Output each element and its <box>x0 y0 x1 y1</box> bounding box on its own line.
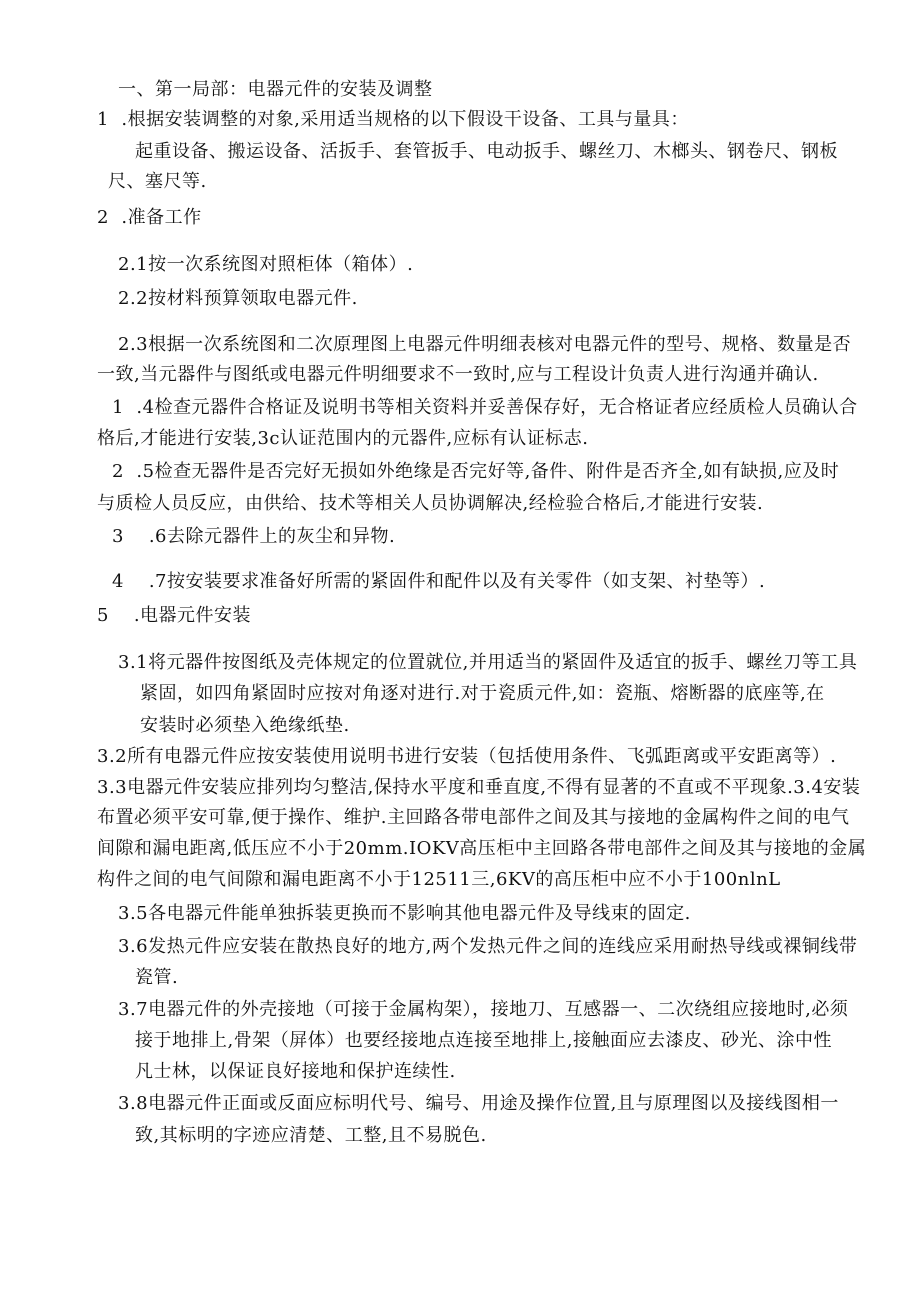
item-1-text: 起重设备、搬运设备、活扳手、套管扳手、电动扳手、螺丝刀、木榔头、钢卷尺、钢板 <box>135 141 838 162</box>
item-3-4-text: 构件之间的电气间隙和漏电距离不小于12511三,6KV的高压柜中应不小于100nlnL <box>97 869 781 890</box>
item-2-4: 1 .4检查元器件合格证及说明书等相关资料并妥善保存好，无合格证者应经质检人员确认合 <box>112 397 858 418</box>
item-2-6: 3 .6去除元器件上的灰尘和异物. <box>112 526 396 547</box>
item-3-3: 3.3电器元件安装应排列均匀整洁,保持水平度和垂直度,不得有显著的不直或不平现象.3.4安装 <box>97 777 861 798</box>
item-3-7: 3.7电器元件的外壳接地（可接于金属构架），接地刀、互感器一、二次绕组应接地时,必须 <box>118 999 849 1020</box>
item-2: 2 .准备工作 <box>97 207 202 228</box>
item-1-text: 尺、塞尺等. <box>108 171 207 192</box>
item-3-8: 3.8电器元件正面或反面应标明代号、编号、用途及操作位置,且与原理图以及接线图相一 <box>118 1093 839 1114</box>
item-3: 5 .电器元件安装 <box>97 605 252 626</box>
item-2-5: 2 .5检查无器件是否完好无损如外绝缘是否完好等,备件、附件是否齐全,如有缺损,应及时 <box>112 461 840 482</box>
item-3-4-text: 布置必须平安可靠,便于操作、维护.主回路各带电部件之间及其与接地的金属构件之间的电气 <box>97 807 850 828</box>
item-2-3: 2.3根据一次系统图和二次原理图上电器元件明细表核对电器元件的型号、规格、数量是否 <box>118 334 852 355</box>
item-3-1-text: 安装时必须垫入绝缘纸垫. <box>140 715 350 736</box>
item-1: 1 .根据安装调整的对象,采用适当规格的以下假设干设备、工具与量具： <box>97 109 689 130</box>
item-2-5-text: 与质检人员反应，由供给、技术等相关人员协调解决,经检验合格后,才能进行安装. <box>97 493 764 514</box>
item-2-3-text: 一致,当元器件与图纸或电器元件明细要求不一致时,应与工程设计负责人进行沟通并确认. <box>97 364 819 385</box>
item-2-7: 4 .7按安装要求准备好所需的紧固件和配件以及有关零件（如支架、衬垫等）. <box>112 571 766 592</box>
item-3-6-text: 瓷管. <box>135 967 179 988</box>
section-heading: 一、第一局部：电器元件的安装及调整 <box>118 79 433 100</box>
item-3-7-text: 接于地排上,骨架（屏体）也要经接地点连接至地排上,接触面应去漆皮、砂光、涂中性 <box>135 1030 832 1051</box>
item-3-7-text: 凡士林，以保证良好接地和保护连续性. <box>135 1061 456 1082</box>
item-2-2: 2.2按材料预算领取电器元件. <box>118 288 358 309</box>
item-3-1: 3.1将元器件按图纸及壳体规定的位置就位,并用适当的紧固件及适宜的扳手、螺丝刀等工具 <box>118 652 858 673</box>
item-3-8-text: 致,其标明的字迹应清楚、工整,且不易脱色. <box>135 1125 487 1146</box>
item-3-2: 3.2所有电器元件应按安装使用说明书进行安装（包括使用条件、飞弧距离或平安距离等）. <box>97 746 837 767</box>
item-3-5: 3.5各电器元件能单独拆装更换而不影响其他电器元件及导线束的固定. <box>118 903 691 924</box>
item-3-4-text: 间隙和漏电距离,低压应不小于20mm.IOKV高压柜中主回路各带电部件之间及其与接地的金属 <box>97 838 867 859</box>
item-3-6: 3.6发热元件应安装在散热良好的地方,两个发热元件之间的连线应采用耐热导线或裸铜线带 <box>118 936 858 957</box>
item-3-1-text: 紧固，如四角紧固时应按对角逐对进行.对于瓷质元件,如：瓷瓶、熔断器的底座等,在 <box>140 683 825 704</box>
item-2-4-text: 格后,才能进行安装,3c认证范围内的元器件,应标有认证标志. <box>97 428 589 449</box>
item-2-1: 2.1按一次系统图对照柜体（箱体）. <box>118 254 414 275</box>
